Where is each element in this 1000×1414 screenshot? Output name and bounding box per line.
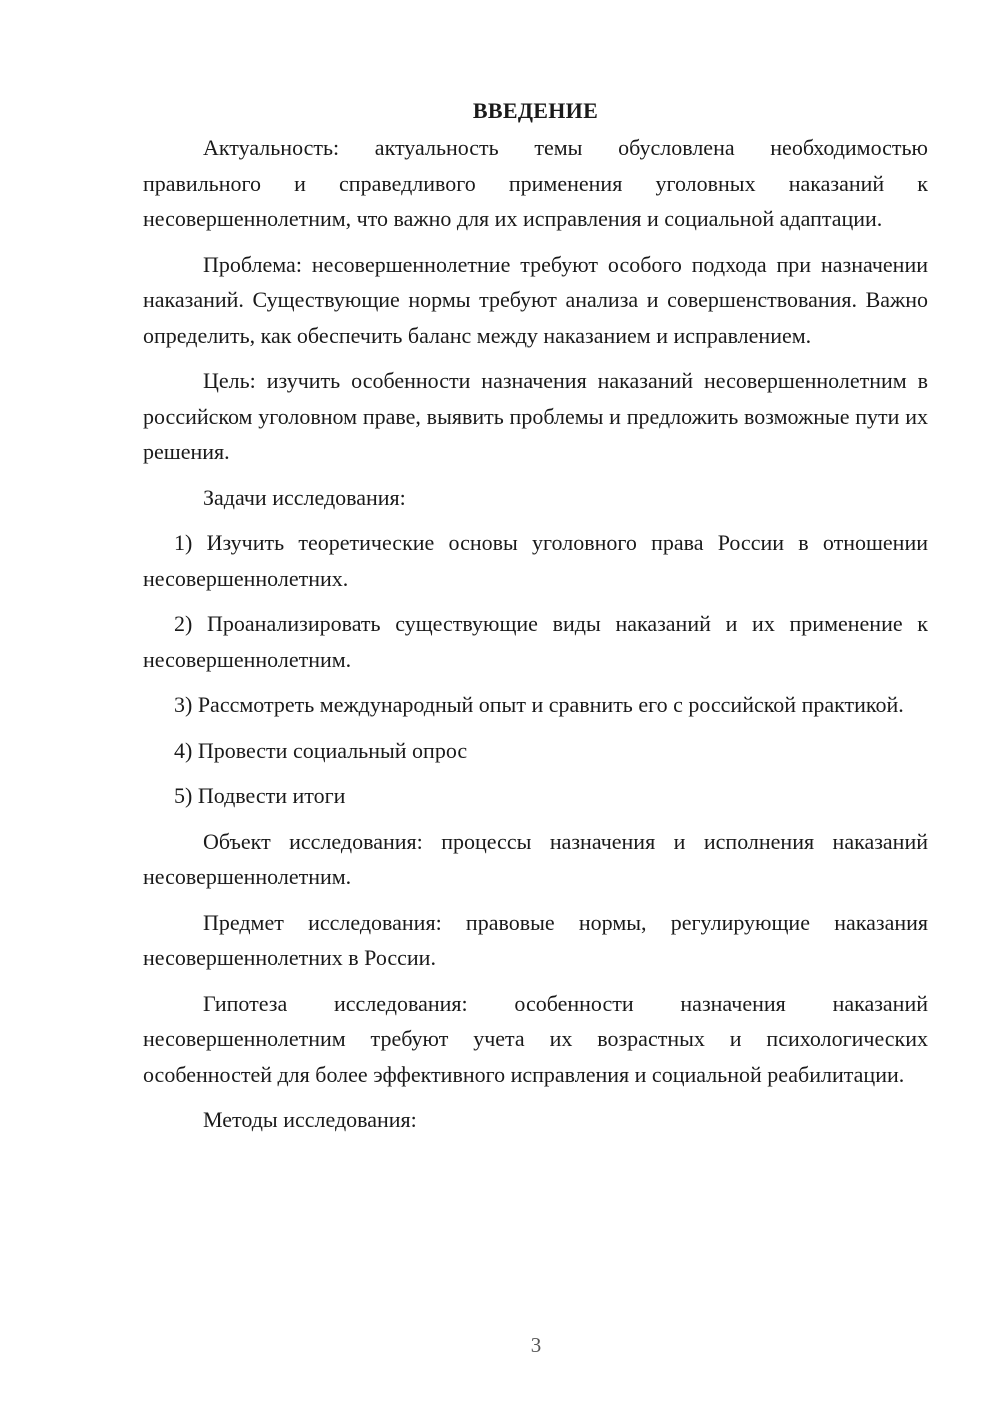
task-item-5: 5) Подвести итоги bbox=[174, 783, 346, 808]
paragraph-hypothesis: Гипотеза исследования: особенности назначения наказаний несовершеннолетним требуют учета их возрастных и психологических особенностей для более эффективного исправления и социальной реабилитации. bbox=[143, 990, 928, 1087]
page-number: 3 bbox=[530, 1333, 542, 1357]
task-item-2: 2) Проанализировать существующие виды наказаний и их применение к несовершеннолетним. bbox=[143, 611, 928, 672]
paragraph-problem: Проблема: несовершеннолетние требуют особого подхода при назначении наказаний. Существующие нормы требуют анализа и совершенствования. Важно определить, как обеспечить баланс между наказанием и исправлением. bbox=[143, 251, 928, 348]
tasks-heading: Задачи исследования: bbox=[203, 484, 406, 510]
paragraph-subject: Предмет исследования: правовые нормы, регулирующие наказания несовершеннолетних в России. bbox=[143, 909, 928, 970]
paragraph-goal: Цель: изучить особенности назначения наказаний несовершеннолетним в российском уголовном праве, выявить проблемы и предложить возможные пути их решения. bbox=[143, 368, 928, 464]
section-title: ВВЕДЕНИЕ bbox=[472, 98, 599, 123]
task-item-3: 3) Рассмотреть международный опыт и сравнить его с российской практикой. bbox=[174, 692, 904, 717]
paragraph-methods: Методы исследования: bbox=[203, 1107, 417, 1132]
task-item-1: 1) Изучить теоретические основы уголовного права России в отношении несовершеннолетних. bbox=[143, 530, 928, 591]
paragraph-object: Объект исследования: процессы назначения и исполнения наказаний несовершеннолетним. bbox=[143, 828, 928, 889]
paragraph-relevance: Актуальность: актуальность темы обусловлена необходимостью правильного и справедливого применения уголовных наказаний к несовершеннолетним, что важно для их исправления и социальной адаптации. bbox=[143, 135, 928, 231]
document-page bbox=[143, 96, 928, 1148]
task-item-4: 4) Провести социальный опрос bbox=[174, 737, 468, 763]
